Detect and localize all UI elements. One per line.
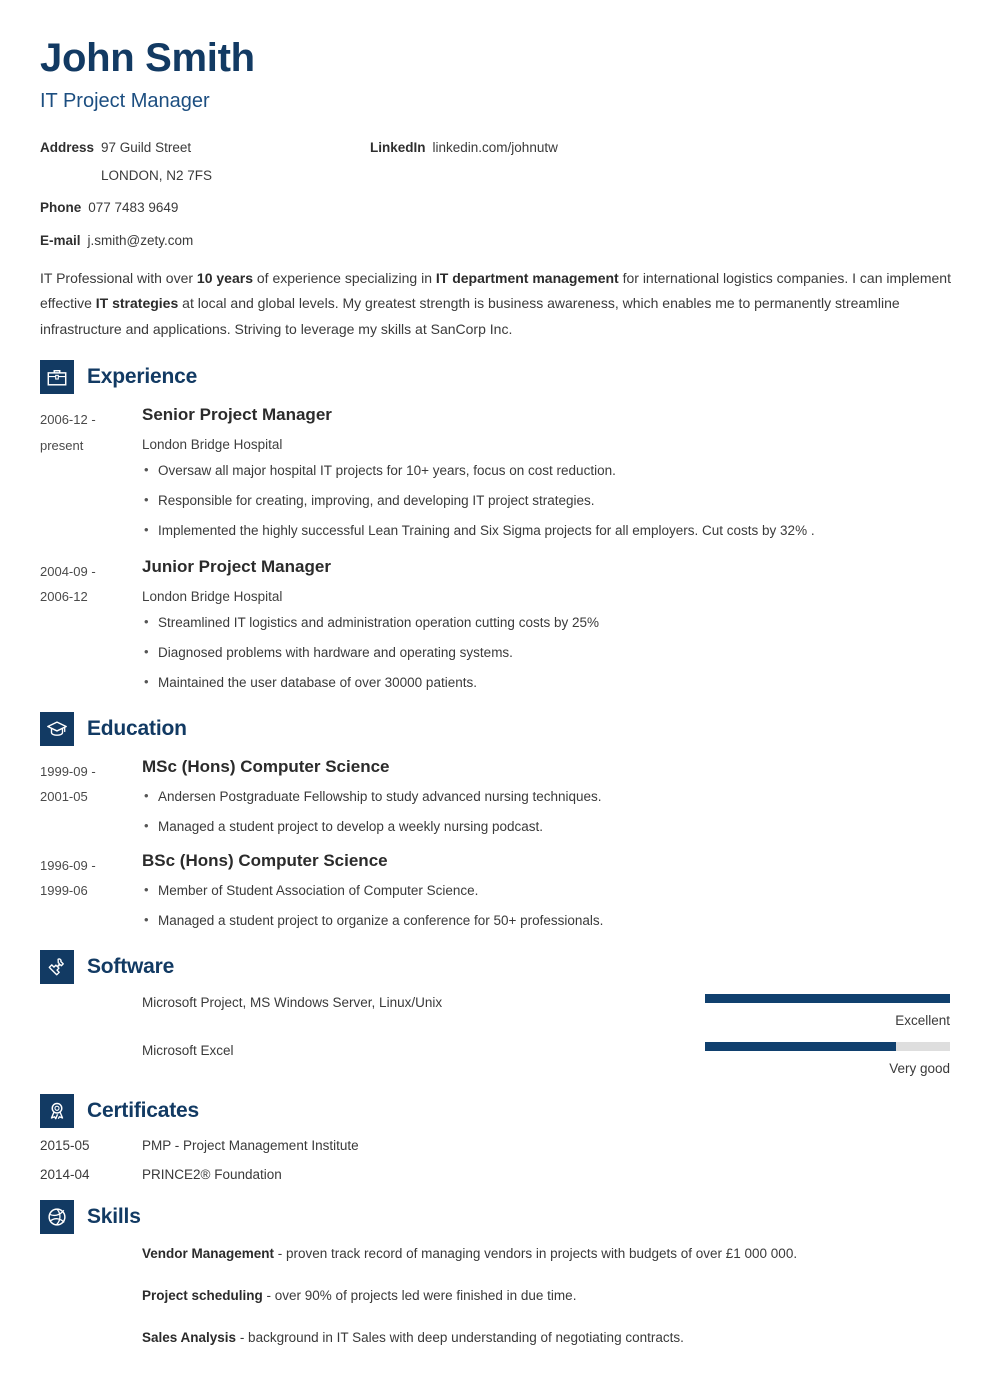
summary-bold-3: IT strategies (95, 295, 179, 312)
summary-text-3: for international logistics companies. I can implement effective (40, 269, 951, 312)
software-name: Microsoft Excel (142, 1042, 234, 1058)
list-item: • Maintained the user database of over 30000 patients. (142, 673, 950, 694)
list-item: • Managed a student project to develop a weekly nursing podcast. (142, 817, 950, 838)
skill-row (40, 1286, 950, 1306)
software-rating (705, 1042, 950, 1076)
section-header-education (40, 712, 950, 746)
section-title-certificates: Certificates (87, 1098, 199, 1122)
date-to: present (40, 437, 84, 453)
education-detail-list (142, 881, 950, 932)
skill-row (40, 1328, 950, 1348)
resume-header (40, 36, 950, 113)
section-title-education: Education (87, 717, 187, 740)
software-rating-row (40, 1042, 950, 1076)
entry-dates (40, 850, 142, 932)
employer-name: London Bridge Hospital (142, 437, 283, 453)
email-value[interactable]: j.smith@zety.com (87, 232, 194, 248)
rating-bar-fill (705, 994, 950, 1003)
experience-entry (40, 404, 950, 542)
entry-body (142, 850, 950, 932)
section-title-skills: Skills (87, 1204, 141, 1228)
section-header-skills (40, 1200, 950, 1234)
certificate-name: PMP - Project Management Institute (142, 1137, 359, 1153)
section-header-software (40, 950, 950, 984)
address-line-2: LONDON, N2 7FS (101, 168, 213, 184)
section-header-certificates (40, 1094, 950, 1128)
software-rating (705, 994, 950, 1028)
entry-dates (40, 404, 142, 542)
degree-title: BSc (Hons) Computer Science (142, 850, 388, 870)
date-to: 2006-12 (40, 589, 88, 605)
skill-description: - proven track record of managing vendors in projects with budgets of over £1 000 000. (274, 1245, 798, 1261)
entry-body (142, 404, 950, 542)
degree-title: MSc (Hons) Computer Science (142, 757, 390, 776)
page-title: John Smith (40, 36, 255, 80)
job-position-title: Junior Project Manager (142, 557, 331, 577)
contact-column-right (370, 139, 558, 171)
skill-description: - background in IT Sales with deep understanding of negotiating contracts. (236, 1330, 684, 1346)
rating-bar-track (705, 1042, 950, 1051)
ball-icon (40, 1200, 74, 1234)
summary-bold-2: IT department management (435, 269, 619, 286)
certificate-date: 2014-04 (40, 1166, 90, 1182)
rating-label: Very good (889, 1060, 950, 1076)
entry-dates (40, 756, 142, 838)
list-item: • Andersen Postgraduate Fellowship to study advanced nursing techniques. (142, 787, 950, 808)
job-title: IT Project Manager (40, 90, 210, 112)
phone-value: 077 7483 9649 (88, 200, 179, 216)
responsibility-list (142, 613, 950, 694)
skill-description: - over 90% of projects led were finished in due time. (262, 1288, 577, 1304)
employer-name: London Bridge Hospital (142, 589, 283, 605)
contact-row-email (40, 232, 470, 250)
linkedin-value[interactable]: linkedin.com/johnutw (432, 140, 558, 155)
certificate-date: 2015-05 (40, 1137, 90, 1153)
list-item: • Managed a student project to organize a conference for 50+ professionals. (142, 911, 950, 932)
date-from: 2004-09 - (40, 564, 96, 580)
education-detail-list (142, 787, 950, 838)
date-to: 1999-06 (40, 883, 88, 899)
date-from: 1996-09 - (40, 857, 96, 873)
contact-row-linkedin (370, 139, 558, 157)
contact-row-phone (40, 199, 470, 217)
education-entry (40, 850, 950, 932)
experience-entry (40, 556, 950, 694)
phone-label: Phone (40, 200, 82, 216)
certificate-row (40, 1138, 950, 1153)
address-label: Address (40, 140, 95, 155)
education-entry (40, 756, 950, 838)
briefcase-icon (40, 360, 74, 394)
award-ribbon-icon (40, 1094, 74, 1128)
section-title-experience: Experience (87, 365, 198, 389)
certificate-name: PRINCE2® Foundation (142, 1166, 282, 1182)
list-item: • Member of Student Association of Computer Science. (142, 881, 950, 902)
software-rating-row (40, 994, 950, 1028)
date-to: 2001-05 (40, 789, 88, 805)
section-title-software: Software (87, 954, 175, 978)
address-line-1: 97 Guild Street (101, 140, 192, 155)
list-item: • Diagnosed problems with hardware and operating systems. (142, 643, 950, 664)
list-item: • Streamlined IT logistics and administration operation cutting costs by 25% (142, 613, 950, 634)
entry-body (142, 756, 950, 838)
date-from: 2006-12 - (40, 412, 96, 428)
graduation-cap-icon (40, 712, 74, 746)
list-item: • Oversaw all major hospital IT projects for 10+ years, focus on cost reduction. (142, 461, 950, 482)
list-item: • Responsible for creating, improving, and developing IT project strategies. (142, 491, 950, 512)
skill-name: Vendor Management (142, 1245, 275, 1261)
puzzle-piece-icon (40, 950, 74, 984)
professional-summary (40, 266, 952, 342)
email-label: E-mail (40, 232, 81, 248)
software-name: Microsoft Project, MS Windows Server, Linux/Unix (142, 994, 443, 1010)
rating-label: Excellent (895, 1012, 950, 1028)
linkedin-label: LinkedIn (370, 140, 426, 155)
contact-block (40, 139, 950, 250)
skill-name: Sales Analysis (142, 1330, 237, 1346)
responsibility-list (142, 461, 950, 542)
entry-body (142, 556, 950, 694)
summary-text-1: IT Professional with over (40, 269, 197, 286)
summary-bold-1: 10 years (196, 269, 253, 286)
summary-text-4: at local and global levels. My greatest strength is business awareness, which enables me to permanently streamline infrastructure and applications. Striving to leverage my skills at SanCorp Inc. (40, 295, 900, 337)
entry-dates (40, 556, 142, 694)
rating-bar-fill (705, 1042, 896, 1051)
date-from: 1999-09 - (40, 764, 96, 779)
skill-name: Project scheduling (142, 1288, 263, 1304)
rating-bar-track (705, 994, 950, 1003)
section-header-experience (40, 360, 950, 394)
list-item: • Implemented the highly successful Lean Training and Six Sigma projects for all employers. Cut costs by 32% . (142, 521, 950, 542)
certificate-row (40, 1167, 950, 1182)
skill-row (40, 1244, 950, 1264)
job-position-title: Senior Project Manager (142, 405, 332, 425)
address-values (94, 139, 212, 185)
summary-text-2: of experience specializing in (252, 269, 436, 286)
